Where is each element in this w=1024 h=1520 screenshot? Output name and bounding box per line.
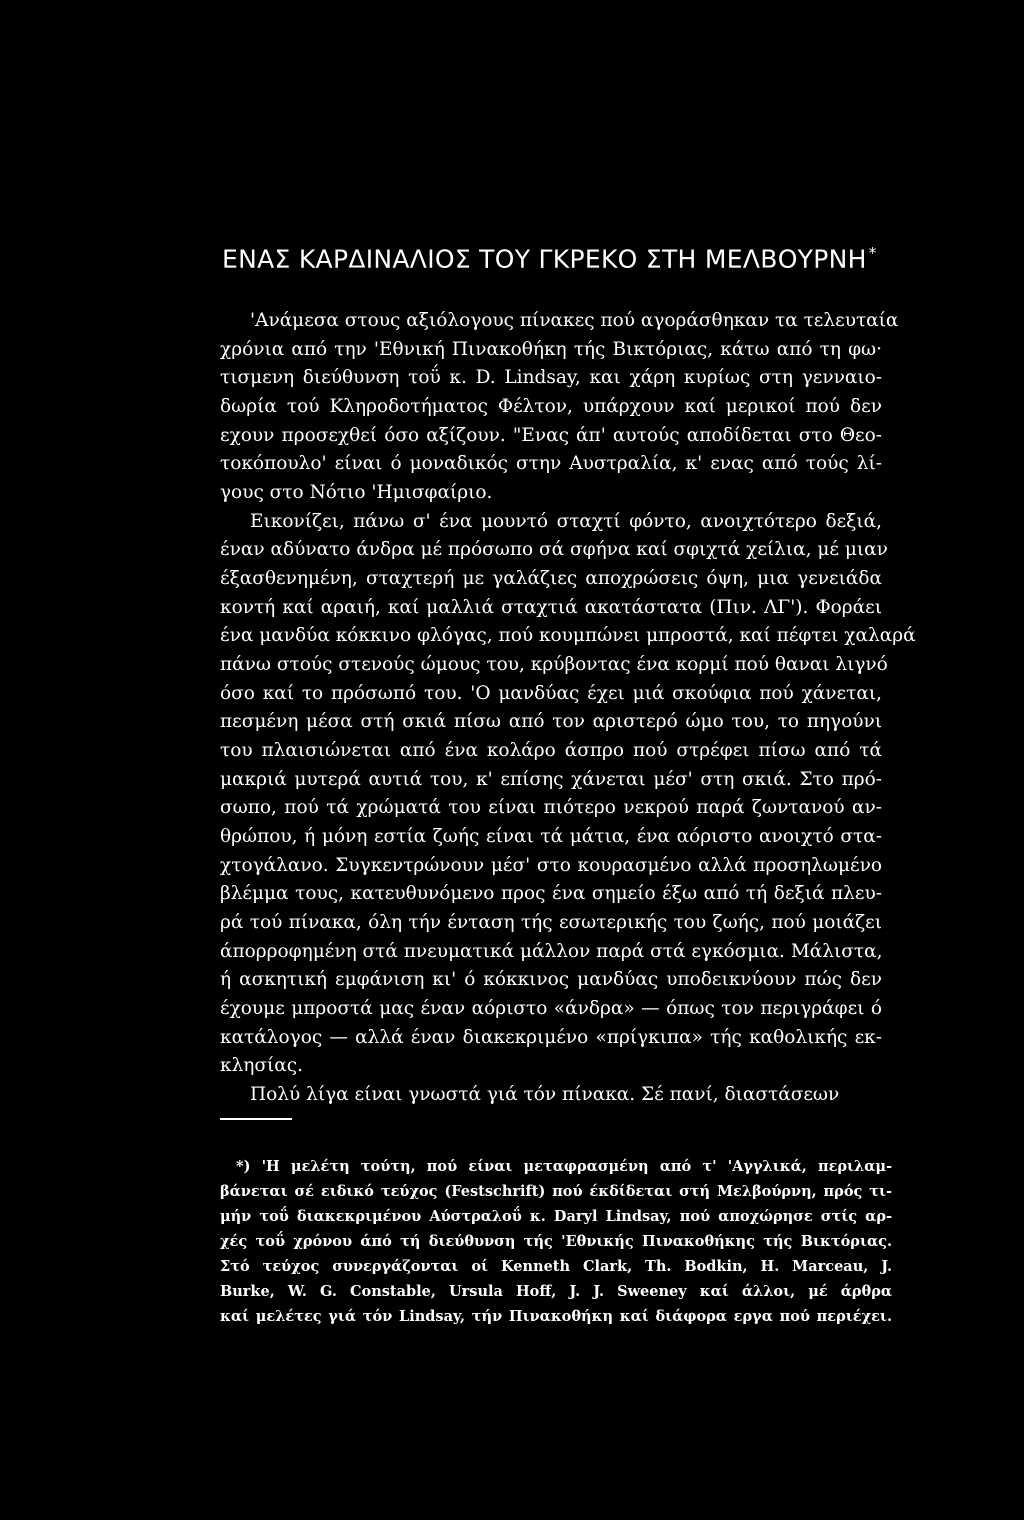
body-text-line: θρώπου, ή μόνη εστία ζωής είναι τά μάτια, ένα αόριστο ανοιχτό στα- [220,826,882,847]
body-text-line: έναν αδύνατο άνδρα μέ πρόσωπο σά σφήνα καί σφιχτά χείλια, μέ μιαν [220,539,888,560]
body-text-line: τοκόπουλο' είναι ό μοναδικός στην Αυστραλία, κ' ενας από τούς λί- [220,453,882,474]
footnote-line: μήν τοΰ διακεκριμένου Αύστραλοΰ κ. Daryl Lindsay, πού αποχώρησε στίς αρ- [220,1208,892,1225]
body-text-line: κατάλογος — αλλά έναν διακεκριμένο «πρίγκιπα» τής καθολικής εκ- [220,1027,882,1048]
footnote-line: χές τοΰ χρόνου άπό τή διεύθυνση τής 'Εθνικής Πινακοθήκης τής Βικτόριας. [220,1233,892,1250]
body-text-line: τισμενη διεύθυνση τοΰ κ. D. Lindsay, και χάρη κυρίως στη γενναιο- [220,367,882,388]
body-text-line: γους στο Νότιο 'Ημισφαίριο. [220,482,493,503]
footnote-separator [220,1118,292,1120]
footnote-marker: * [868,244,877,262]
footnote-line: καί μελέτες γιά τόν Lindsay, τήν Πινακοθήκη καί διάφορα εργα πού περιέχει. [220,1308,892,1325]
footnote-line: *) 'Η μελέτη τούτη, πού είναι μεταφρασμένη από τ' 'Αγγλικά, περιλαμ- [236,1158,892,1175]
body-text-line: 'Ανάμεσα στους αξιόλογους πίνακες πού αγοράσθηκαν τα τελευταία [250,310,899,331]
body-text-line: Εικονίζει, πάνω σ' ένα μουντό σταχτί φόντο, ανοιχτότερο δεξιά, [250,511,882,532]
body-text-line: ένα μανδύα κόκκινο φλόγας, πού κουμπώνει μπροστά, καί πέφτει χαλαρά [220,625,916,646]
body-text-line: χρόνια από την 'Εθνική Πινακοθήκη τής Βικτόριας, κάτω από τη φω· [220,339,882,360]
body-text-line: έξασθενημένη, σταχτερή με γαλάζιες αποχρώσεις όψη, μια γενειάδα [220,568,882,589]
body-text-line: πεσμένη μέσα στή σκιά πίσω από τον αριστερό ώμο του, το πηγούνι [220,711,882,732]
body-text-line: κοντή καί αραιή, καί μαλλιά σταχτιά ακατάστατα (Πιν. ΛΓ'). Φοράει [220,597,882,618]
body-text-line: ρά τού πίνακα, όλη τήν ένταση τής εσωτερικής του ζωής, πού μοιάζει [220,912,882,933]
body-text-line: πάνω στούς στενούς ώμους του, κρύβοντας ένα κορμί πού θαναι λιγνό [220,654,888,675]
footnote-line: Στό τεύχος συνεργάζονται οί Kenneth Clark, Th. Bodkin, Η. Marceau, J. [220,1258,892,1275]
body-text-line: εχουν προσεχθεί όσο αξίζουν. "Ενας άπ' αυτούς αποδίδεται στο Θεο- [220,425,882,446]
article-title-text: ΕΝΑΣ ΚΑΡΔΙΝΑΛΙΟΣ ΤΟΥ ΓΚΡΕΚΟ ΣΤΗ ΜΕΛΒΟΥΡΝΗ [222,244,867,274]
body-text-line: σωπο, πού τά χρώματά του είναι πιότερο νεκρού παρά ζωντανού αν- [220,797,882,818]
body-text-line: έχουμε μπροστά μας έναν αόριστο «άνδρα» — όπως τον περιγράφει ό [220,998,882,1019]
body-text-line: ή ασκητική εμφάνιση κι' ό κόκκινος μανδύας υποδεικνύουν πώς δεν [220,969,882,990]
body-text-line: Πολύ λίγα είναι γνωστά γιά τόν πίνακα. Σέ πανί, διαστάσεων [250,1084,840,1105]
body-text-line: του πλαισιώνεται από ένα κολάρο άσπρο πού στρέφει πίσω από τά [220,740,882,761]
body-text-line: κλησίας. [220,1055,303,1076]
footnote-line: βάνεται σέ ειδικό τεύχος (Festschrift) πού έκδίδεται στή Μελβούρνη, πρός τι- [220,1183,892,1200]
body-text-line: χτογάλανο. Συγκεντρώνουν μέσ' στο κουρασμένο αλλά προσηλωμένο [220,855,882,876]
body-text-line: μακριά μυτερά αυτιά του, κ' επίσης χάνεται μέσ' στη σκιά. Στο πρό- [220,769,882,790]
article-title [222,244,922,273]
body-text-line: βλέμμα τους, κατευθυνόμενο προς ένα σημείο έξω από τή δεξιά πλευ- [220,883,882,904]
body-text-line: όσο καί το πρόσωπό του. 'Ο μανδύας έχει μιά σκούφια πού χάνεται, [220,683,882,704]
footnote-line: Burke, W. G. Constable, Ursula Hoff, J. J. Sweeney καί άλλοι, μέ άρθρα [220,1283,892,1300]
body-text-line: άπορροφημένη στά πνευματικά μάλλον παρά στά εγκόσμια. Μάλιστα, [220,941,883,962]
body-text-line: δωρία τού Κληροδοτήματος Φέλτον, υπάρχουν καί μερικοί πού δεν [220,396,882,417]
